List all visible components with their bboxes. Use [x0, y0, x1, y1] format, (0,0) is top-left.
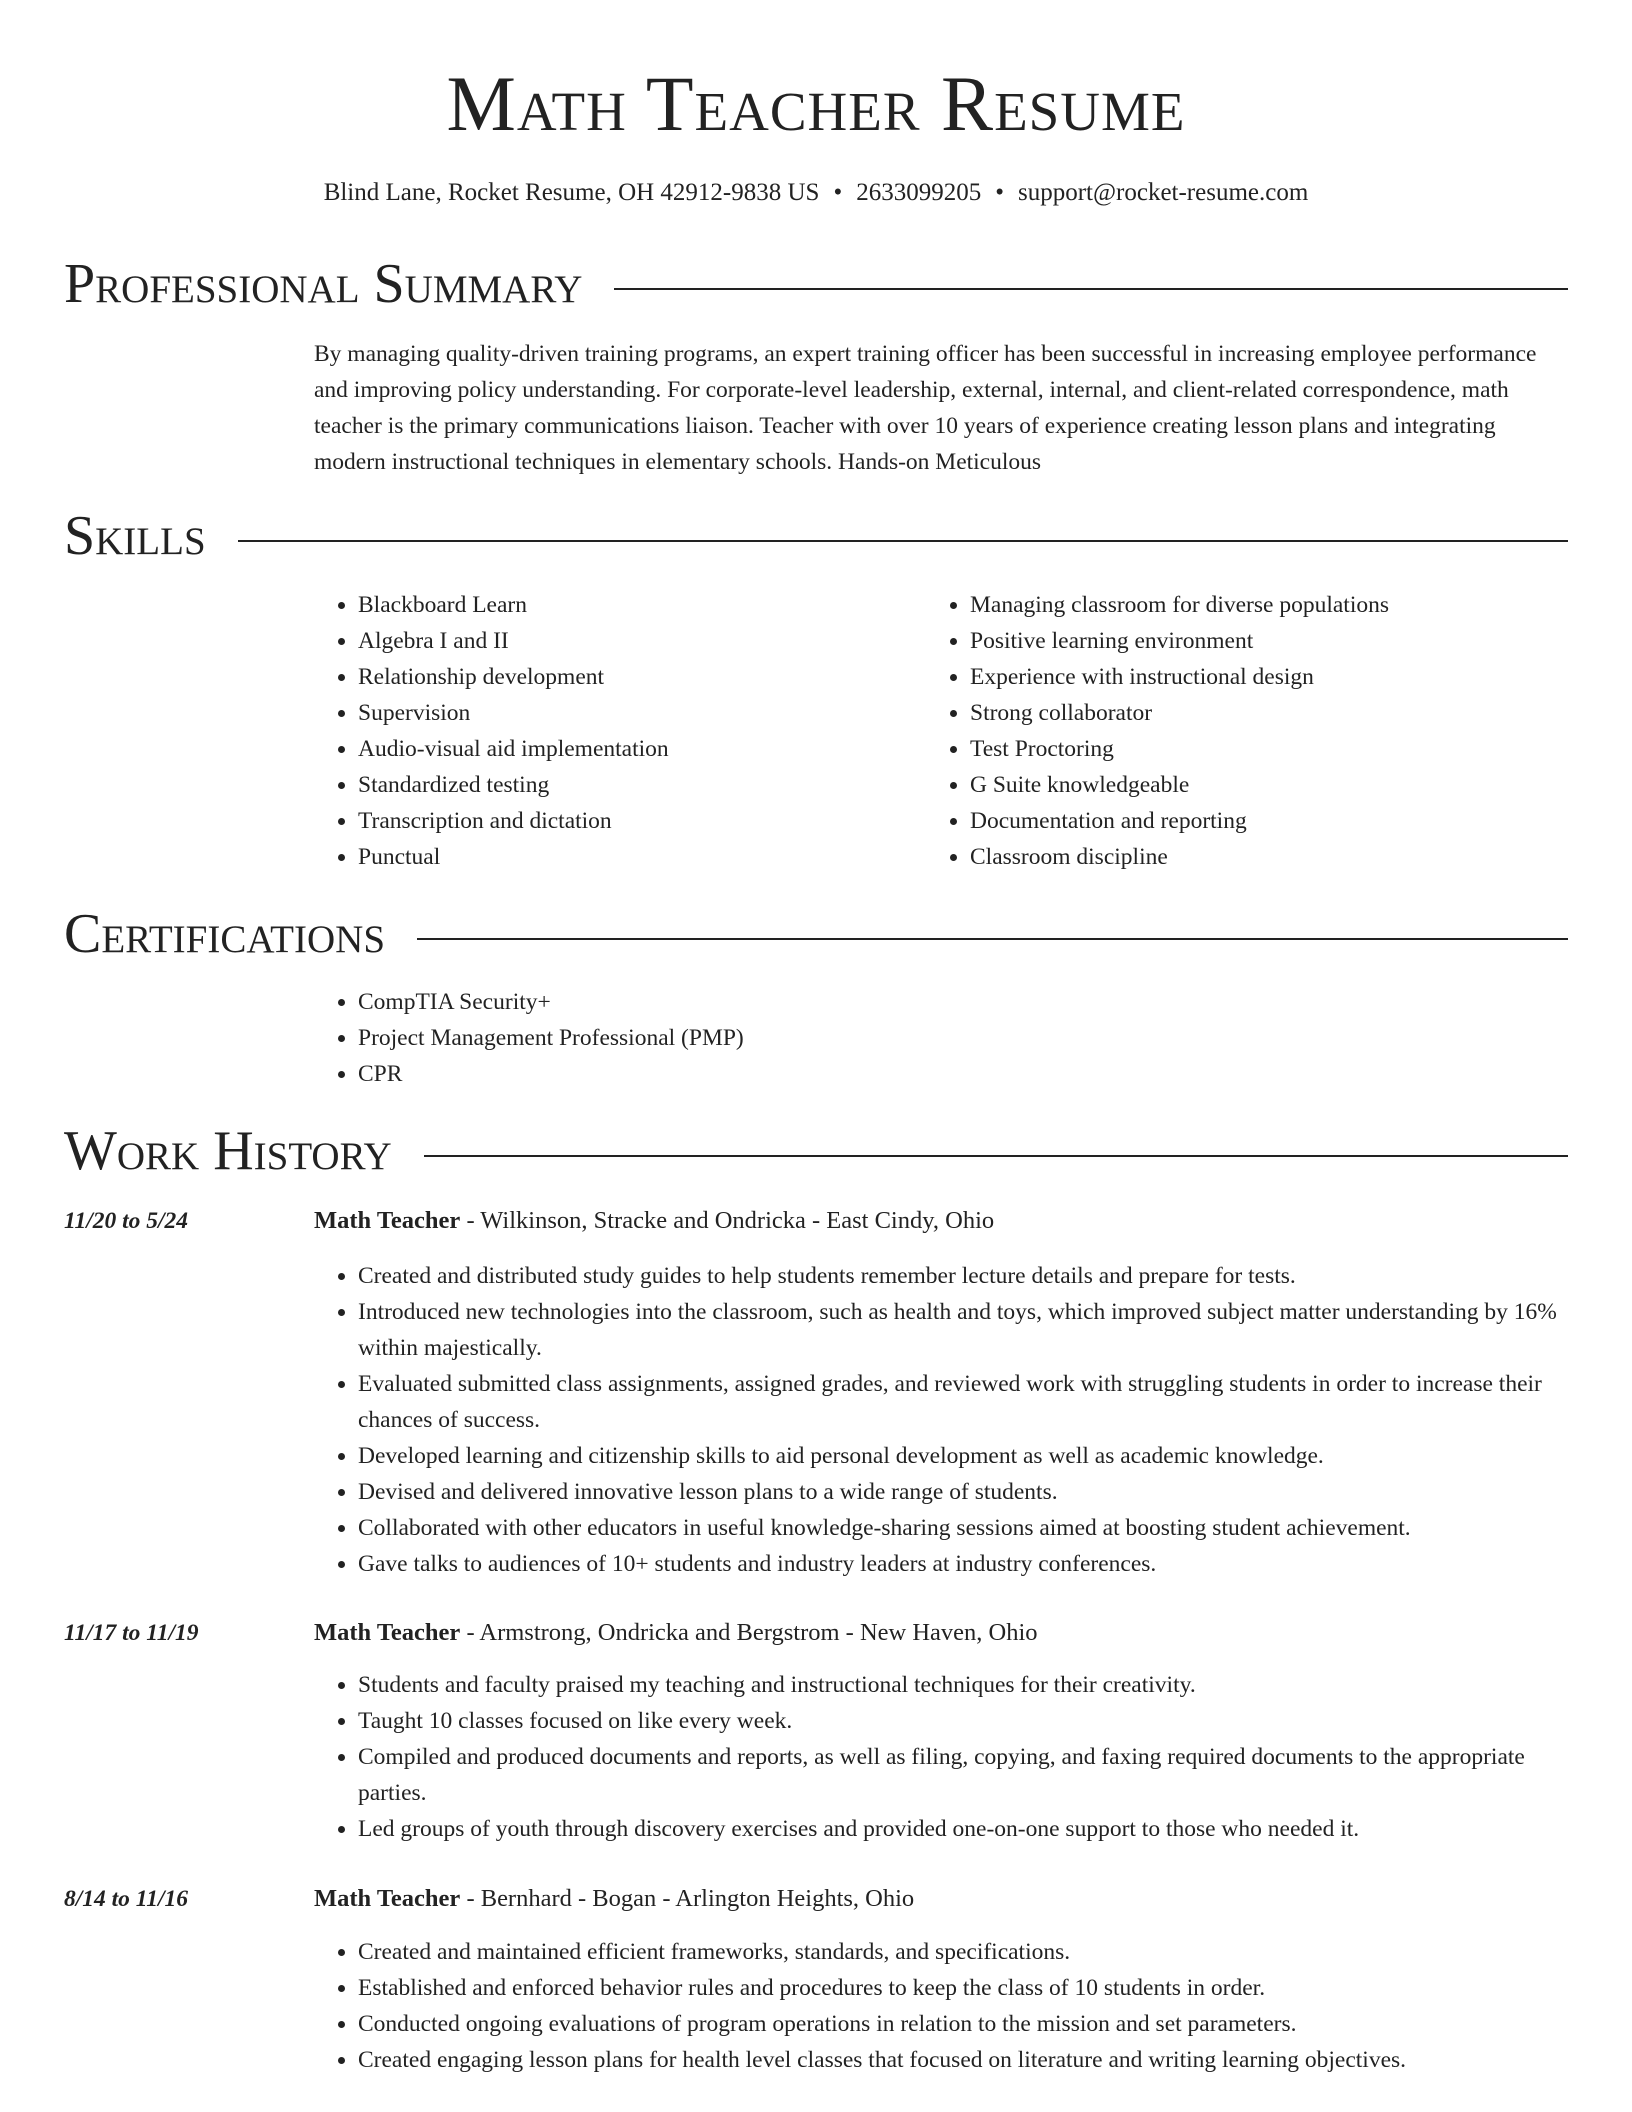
skill-item: • G Suite knowledgeable	[970, 767, 1566, 803]
divider	[238, 540, 1568, 542]
divider	[424, 1155, 1568, 1157]
certification-item: • Project Management Professional (PMP)	[358, 1020, 744, 1056]
job-bullet: • Created and maintained efficient frameworks, standards, and specifications.	[358, 1934, 1568, 1970]
skill-item: • Experience with instructional design	[970, 659, 1566, 695]
skill-item: • Managing classroom for diverse populations	[970, 587, 1566, 623]
job-dates: 8/14 to 11/16	[64, 1886, 189, 1912]
job-bullet: • Taught 10 classes focused on like every week.	[358, 1703, 1568, 1739]
skills-section-header	[64, 506, 1568, 566]
skills-column-left	[314, 587, 874, 875]
skill-item: • Classroom discipline	[970, 839, 1566, 875]
work-history-section-header	[64, 1121, 1568, 1181]
summary-text: By managing quality-driven training programs, an expert training officer has been successful in increasing employee performance and improving policy understanding. For corporate-level leadership, external, internal, and client-related correspondence, math teacher is the primary communications liaison. Teacher with over 10 years of experience creating lesson plans and integrating modern instructional techniques in elementary schools. Hands-on Meticulous	[314, 341, 1537, 475]
address: Blind Lane, Rocket Resume, OH 42912-9838 US	[323, 179, 820, 206]
contact-line	[0, 178, 1632, 208]
job-bullet: • Devised and delivered innovative lesson plans to a wide range of students.	[358, 1474, 1568, 1510]
job-bullet: • Established and enforced behavior rules and procedures to keep the class of 10 students in order.	[358, 1970, 1568, 2006]
job-dates: 11/17 to 11/19	[64, 1620, 199, 1646]
job-title: Math Teacher	[314, 1885, 461, 1912]
job-bullet: • Created and distributed study guides to help students remember lecture details and prepare for tests.	[358, 1258, 1568, 1294]
job-bullet: • Gave talks to audiences of 10+ students and industry leaders at industry conferences.	[358, 1546, 1568, 1582]
job-employer-location: - Wilkinson, Stracke and Ondricka - East Cindy, Ohio	[460, 1207, 995, 1234]
certification-item: • CompTIA Security+	[358, 984, 744, 1020]
section-title-skills: Skills	[64, 505, 206, 567]
skill-item: • Relationship development	[358, 659, 874, 695]
job-bullets	[314, 1258, 1568, 1582]
job-heading	[314, 1881, 914, 1917]
skill-item: • Strong collaborator	[970, 695, 1566, 731]
section-title-summary: Professional Summary	[64, 253, 583, 315]
job-dates: 11/20 to 5/24	[64, 1208, 189, 1234]
skill-item: • Audio-visual aid implementation	[358, 731, 874, 767]
job-bullet: • Collaborated with other educators in useful knowledge-sharing sessions aimed at boosting student achievement.	[358, 1510, 1568, 1546]
skills-column-right	[926, 587, 1566, 875]
job-heading	[314, 1615, 1038, 1651]
job-bullet: • Compiled and produced documents and reports, as well as filing, copying, and faxing required documents to the appropriate parties.	[358, 1739, 1568, 1811]
summary-section-header	[64, 254, 1568, 314]
job-employer-location: - Armstrong, Ondricka and Bergstrom - New Haven, Ohio	[460, 1619, 1038, 1646]
certification-item: • CPR	[358, 1056, 744, 1092]
job-heading	[314, 1203, 994, 1239]
certifications-list	[314, 984, 744, 1092]
skill-item: • Blackboard Learn	[358, 587, 874, 623]
job-bullet: • Evaluated submitted class assignments, assigned grades, and reviewed work with struggling students in order to increase their chances of success.	[358, 1366, 1568, 1438]
divider	[614, 288, 1568, 290]
job-bullet: • Created engaging lesson plans for health level classes that focused on literature and writing learning objectives.	[358, 2042, 1568, 2078]
skill-item: • Punctual	[358, 839, 874, 875]
job-bullet: • Introduced new technologies into the classroom, such as health and toys, which improved subject matter understanding by 16% within majestically.	[358, 1294, 1568, 1366]
job-bullet: • Developed learning and citizenship skills to aid personal development as well as academic knowledge.	[358, 1438, 1568, 1474]
separator: •	[995, 179, 1004, 206]
skill-item: • Transcription and dictation	[358, 803, 874, 839]
separator: •	[833, 179, 843, 206]
section-title-work-history: Work History	[64, 1120, 392, 1182]
skill-item: • Positive learning environment	[970, 623, 1566, 659]
divider	[417, 938, 1568, 940]
job-title: Math Teacher	[314, 1207, 461, 1234]
job-bullet: • Led groups of youth through discovery exercises and provided one-on-one support to those who needed it.	[358, 1811, 1568, 1847]
skill-item: • Algebra I and II	[358, 623, 874, 659]
job-employer-location: - Bernhard - Bogan - Arlington Heights, Ohio	[460, 1885, 915, 1912]
job-title: Math Teacher	[314, 1619, 461, 1646]
job-bullet: • Conducted ongoing evaluations of program operations in relation to the mission and set parameters.	[358, 2006, 1568, 2042]
job-bullet: • Students and faculty praised my teaching and instructional techniques for their creativity.	[358, 1667, 1568, 1703]
phone: 2633099205	[856, 179, 982, 206]
job-bullets	[314, 1667, 1568, 1847]
job-bullets	[314, 1934, 1568, 2078]
certifications-section-header	[64, 904, 1568, 964]
skill-item: • Documentation and reporting	[970, 803, 1566, 839]
skill-item: • Test Proctoring	[970, 731, 1566, 767]
skill-item: • Standardized testing	[358, 767, 874, 803]
email: support@rocket-resume.com	[1018, 179, 1309, 206]
section-title-certifications: Certifications	[64, 903, 386, 965]
skill-item: • Supervision	[358, 695, 874, 731]
resume-title: Math Teacher Resume	[446, 60, 1186, 147]
